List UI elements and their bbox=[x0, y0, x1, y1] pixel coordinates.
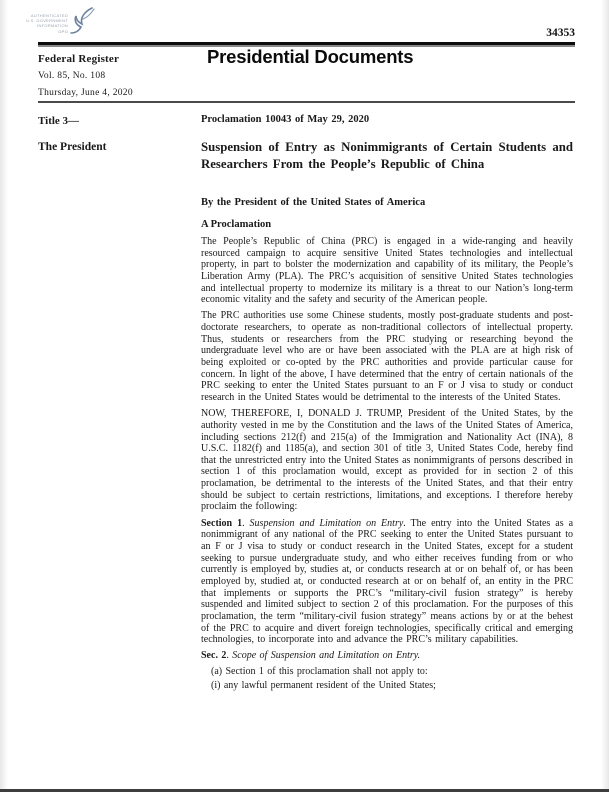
paragraph-text: . bbox=[242, 517, 250, 529]
paragraph bbox=[201, 236, 573, 306]
paragraph-text: . bbox=[226, 650, 233, 662]
gpo-logo-line: U.S. GOVERNMENT bbox=[26, 18, 69, 23]
page-left-edge bbox=[0, 0, 8, 792]
paragraph-text: Section 1 bbox=[201, 517, 243, 529]
paragraph-text: Suspension and Limitation on Entry bbox=[249, 517, 404, 529]
paragraph bbox=[201, 408, 573, 513]
paragraph-text: (i) any lawful permanent resident of the United States; bbox=[211, 680, 436, 692]
gpo-logo-line: AUTHENTICATED bbox=[30, 13, 69, 18]
paragraph bbox=[201, 650, 573, 662]
page-number: 34353 bbox=[546, 27, 575, 39]
gpo-logo-line: INFORMATION bbox=[37, 23, 69, 28]
gpo-logo-line: GPO bbox=[58, 29, 69, 34]
issue-date-line: Thursday, June 4, 2020 bbox=[38, 88, 133, 98]
proclamation-title: Suspension of Entry as Nonimmigrants of Certain Students and Researchers From the People’s Republic of China bbox=[201, 140, 573, 171]
proclamation-heading: A Proclamation bbox=[201, 219, 272, 230]
byline: By the President of the United States of America bbox=[201, 197, 426, 208]
masthead bbox=[38, 53, 133, 98]
paragraph-text: NOW, THEREFORE, I, DONALD J. TRUMP, President of the United States, by the authority vested in me by the Constitution and the laws of the United States of America, including sections 212(f) and 215(a) of the Immigration and Nationality Act (INA), 8 U.S.C. 1182(f) and 1185(a), and section 301 of title 3, United States Code, hereby find that the unrestricted entry into the United States as nonimmigrants of persons described in section 1 of this proclamation would, except as provided for in section 2 of this proclamation, be detrimental to the interests of the United States, and that their entry should be subject to certain restrictions, limitations, and exceptions. I therefore hereby proclaim the following: bbox=[201, 408, 573, 513]
publication-title: Federal Register bbox=[38, 53, 120, 65]
paragraphs bbox=[201, 236, 573, 692]
paragraph-text: Scope of Suspension and Limitation on Entry. bbox=[232, 650, 421, 662]
volume-issue-line: Vol. 85, No. 108 bbox=[38, 71, 106, 81]
the-president-label: The President bbox=[38, 141, 107, 153]
section-title: Presidential Documents bbox=[207, 46, 414, 67]
paragraph-text: (a) Section 1 of this proclamation shall not apply to: bbox=[211, 666, 428, 678]
page-right-edge bbox=[601, 0, 609, 792]
paragraph-text: The People’s Republic of China (PRC) is engaged in a wide-ranging and heavily resourced campaign to acquire sensitive United States technologies and intellectual property, in part to bolster the modernization and capability of its military, the People’s Liberation Army (PLA). The PRC’s acquisition of sensitive United States technologies and intellectual property to modernize its military is a threat to our Nation’s long-term economic vitality and the safety and security of the American people. bbox=[201, 236, 573, 306]
paragraph-text: . The entry into the United States as a nonimmigrant of any national of the PRC seeking to enter the United States pursuant to an F or J visa to study or conduct research in the United States, except for a student seeking to pursue undergraduate study, and who either receives funding from or who currently is employed by, studies at, or conducts research at or on behalf of, or has been employed by, studied at, or conducted research at or on behalf of, an entity in the PRC that implements or supports the PRC’s “military-civil fusion strategy” is hereby suspended and limited subject to section 2 of this proclamation. For the purposes of this proclamation, the term “military-civil fusion strategy” means actions by or at the behest of the PRC to acquire and divert foreign technologies, specifically critical and emerging technologies, to incorporate into and advance the PRC’s military capabilities. bbox=[201, 517, 574, 646]
title-3-label: Title 3— bbox=[38, 115, 80, 127]
proclamation-number-line: Proclamation 10043 of May 29, 2020 bbox=[201, 114, 370, 125]
paragraph bbox=[201, 518, 573, 646]
paragraph-text: The PRC authorities use some Chinese students, mostly post-graduate students and post-doctorate researchers, to operate as non-traditional collectors of intellectual property. Thus, students or researchers from the PRC studying or researching beyond the undergraduate level who are or have been associated with the PLA are at high risk of being exploited or co-opted by the PRC authorities and provide particular cause for concern. In light of the above, I have determined that the entry of certain nationals of the PRC seeking to enter the United States pursuant to an F or J visa to study or conduct research in the United States would be detrimental to the interests of the United States. bbox=[201, 310, 573, 404]
paragraph bbox=[201, 680, 573, 692]
paragraph bbox=[201, 666, 573, 678]
paragraph-text: Sec. 2 bbox=[201, 650, 227, 662]
masthead-bottom-rule bbox=[38, 101, 575, 103]
paragraph bbox=[201, 310, 573, 403]
document-body-column bbox=[201, 114, 573, 694]
